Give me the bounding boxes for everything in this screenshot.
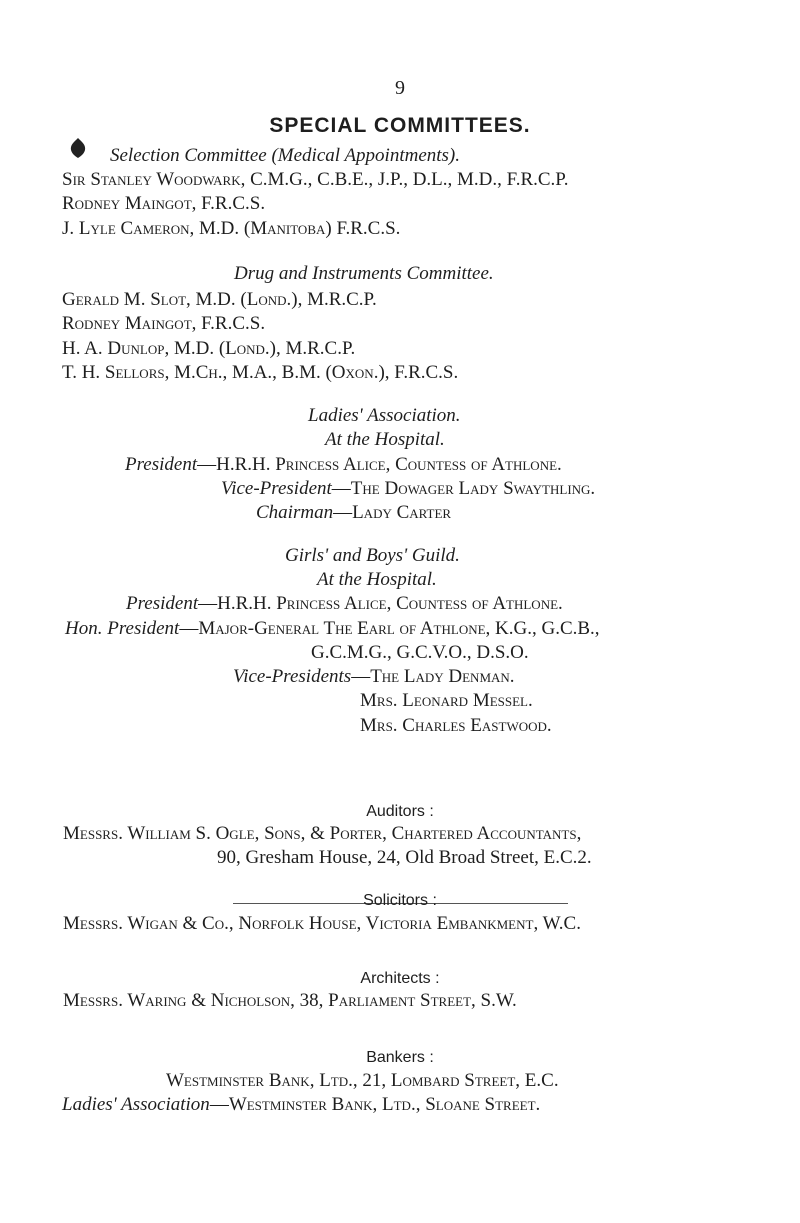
bankers-heading: Bankers : <box>366 1049 434 1066</box>
drug-member: H. A. Dunlop, M.D. (Lond.), M.R.C.P. <box>62 338 356 359</box>
auditors-heading: Auditors : <box>366 803 434 820</box>
selection-member: J. Lyle Cameron, M.D. (Manitoba) F.R.C.S. <box>62 218 401 239</box>
architects-line: Messrs. Waring & Nicholson, 38, Parliament Street, S.W. <box>63 990 517 1011</box>
guild-vice-president: Mrs. Charles Eastwood. <box>360 715 552 736</box>
guild-hon-president: Hon. President—Major-General The Earl of Athlone, K.G., G.C.B., <box>65 618 600 639</box>
ladies-association-subtitle: At the Hospital. <box>325 429 445 450</box>
guild-vice-president: Mrs. Leonard Messel. <box>360 690 533 711</box>
guild-hon-president-honours: G.C.M.G., G.C.V.O., D.S.O. <box>311 642 529 663</box>
bankers-ladies-association: Ladies' Association—Westminster Bank, Ltd., Sloane Street. <box>62 1094 541 1115</box>
ink-blot-icon <box>68 137 88 159</box>
architects-heading: Architects : <box>360 970 440 987</box>
selection-committee-title: Selection Committee (Medical Appointments). <box>110 145 461 166</box>
guild-subtitle: At the Hospital. <box>317 569 437 590</box>
guild-title: Girls' and Boys' Guild. <box>285 545 460 566</box>
solicitors-heading: Solicitors : <box>363 892 437 909</box>
selection-member: Sir Stanley Woodwark, C.M.G., C.B.E., J.P., D.L., M.D., F.R.C.P. <box>62 169 569 190</box>
ladies-vice-president: Vice-President—The Dowager Lady Swaythling. <box>221 478 596 499</box>
bankers-line: Westminster Bank, Ltd., 21, Lombard Street, E.C. <box>166 1070 559 1091</box>
selection-member: Rodney Maingot, F.R.C.S. <box>62 193 266 214</box>
drug-committee-title: Drug and Instruments Committee. <box>234 263 494 284</box>
ladies-association-title: Ladies' Association. <box>308 405 461 426</box>
ladies-president: President—H.R.H. Princess Alice, Countess of Athlone. <box>125 454 562 475</box>
auditors-address: 90, Gresham House, 24, Old Broad Street, E.C.2. <box>217 847 592 868</box>
drug-member: Rodney Maingot, F.R.C.S. <box>62 313 266 334</box>
drug-member: T. H. Sellors, M.Ch., M.A., B.M. (Oxon.), F.R.C.S. <box>62 362 459 383</box>
page-number: 9 <box>395 77 405 99</box>
auditors-line: Messrs. William S. Ogle, Sons, & Porter, Chartered Accountants, <box>63 823 582 844</box>
solicitors-line: Messrs. Wigan & Co., Norfolk House, Victoria Embankment, W.C. <box>63 913 581 934</box>
drug-member: Gerald M. Slot, M.D. (Lond.), M.R.C.P. <box>62 289 377 310</box>
guild-president: President—H.R.H. Princess Alice, Countess of Athlone. <box>126 593 563 614</box>
ladies-chairman: Chairman—Lady Carter <box>256 502 452 523</box>
page-title: SPECIAL COMMITTEES. <box>269 114 531 137</box>
guild-vice-president: Vice-Presidents—The Lady Denman. <box>233 666 515 687</box>
